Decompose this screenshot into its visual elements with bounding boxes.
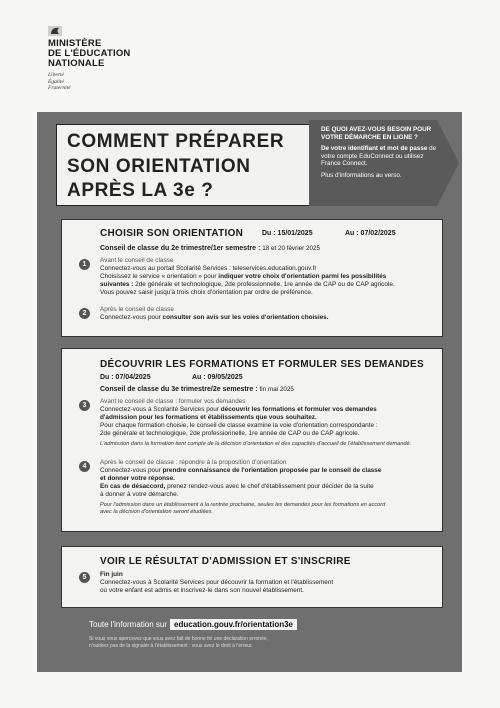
title-line-1: COMMENT PRÉPARER <box>67 131 285 152</box>
step-2-text: Après le conseil de classe Connectez-vous pour consulter son avis sur les voies d'orientation choisies. <box>100 306 329 321</box>
footer-note: Si vous vous apercevez que vous avez fait de bonne foi une déclaration erronée, n'oubliez pas de la signaler à l'établissement : vous avez le droit à l'erreur. <box>89 636 269 649</box>
step-2-badge: 2 <box>79 308 90 319</box>
page-title <box>56 124 310 206</box>
section-admission-result <box>61 546 443 608</box>
step-5-text: Fin juin Connectez-vous à Scolarité Services pour découvrir la formation et l'établissement où votre enfant est admis et inscrivez-le dans son nouvel établissement. <box>100 571 334 594</box>
requirements-question: DE QUOI AVEZ-VOUS BESOIN POUR VOTRE DÉMARCHE EN LIGNE ? <box>321 126 432 141</box>
section-1-end-date: Au : 07/02/2025 <box>345 230 396 237</box>
title-line-2: SON ORIENTATION <box>67 156 251 177</box>
requirements-callout <box>309 120 459 206</box>
step-5-badge: 5 <box>79 572 90 583</box>
section-2-council: Conseil de classe du 3e trimestre/2e semestre : fin mai 2025 <box>100 386 294 393</box>
requirements-more-info: Plus d'informations au verso. <box>321 171 402 179</box>
footer-info: Toute l'information sur education.gouv.fr/orientation3e <box>89 619 297 630</box>
orientation-link[interactable]: education.gouv.fr/orientation3e <box>170 619 297 630</box>
section-discover-formations <box>61 348 443 532</box>
republic-motto: Liberté Égalité Fraternité <box>48 72 71 91</box>
step-4-badge: 4 <box>79 461 90 472</box>
section-2-end-date: Au : 09/05/2025 <box>192 374 243 381</box>
step-3-text: Avant le conseil de classe : formuler vos demandes Connectez-vous à Scolarité Services pour découvrir les formations et formuler vos demandes d'admission pour les formations et établissements que vous souhaitez. Pour chaque formation choisie, le conseil de classe examine la voie d'orientation correspondante : 2de générale et technologique, 2de professionnelle, 1re année de CAP ou de CAP agricole. L'admission dans la formation tient compte de la décision d'orientation et des capacités d'accueil de l'établissement demandé. <box>100 398 412 447</box>
step-1-text: Avant le conseil de classe Connectez-vous au portail Scolarité Services : teleservices.education.gouv.fr Choisissez le service « orientation » pour indiquer votre choix d'orientation parmi les possibilités suivantes : 2de générale et technologique, 2de professionnelle, 1re année de CAP ou de CAP agricole. Vous pouvez saisir jusqu'à trois choix d'orientation par ordre de préférence. <box>100 257 395 296</box>
step-1-badge: 1 <box>79 259 90 270</box>
section-3-title: VOIR LE RÉSULTAT D'ADMISSION ET S'INSCRIRE <box>100 556 351 567</box>
marianne-logo-icon <box>48 26 62 36</box>
step-3-badge: 3 <box>79 400 90 411</box>
title-line-3: APRÈS LA 3e ? <box>67 180 214 201</box>
section-2-start-date: Du : 07/04/2025 <box>100 374 151 381</box>
section-1-start-date: Du : 15/01/2025 <box>262 230 313 237</box>
section-1-council: Conseil de classe du 2e trimestre/1er semestre : 18 et 20 février 2025 <box>100 245 321 252</box>
section-2-title: DÉCOUVRIR LES FORMATIONS ET FORMULER SES DEMANDES <box>100 359 424 370</box>
ministry-name: MINISTÈRE DE L'ÉDUCATION NATIONALE <box>48 38 131 69</box>
ministry-header <box>48 26 130 92</box>
section-choose-orientation <box>61 219 443 337</box>
step-4-text: Après le conseil de classe : répondre à la proposition d'orientation Connectez-vous pour prendre connaissance de l'orientation proposée par le conseil de classe et donner votre réponse. En cas de désaccord, prenez rendez-vous avec le chef d'établissement pour décider de la suite à donner à votre démarche. Pour l'admission dans un établissement à la rentrée prochaine, seules les demandes pour les formations en accord avec la décision d'orientation seront étudiées. <box>100 459 386 515</box>
requirements-credentials: De votre identifiant et mot de passe de votre compte EduConnect ou utilisez France Connect. <box>321 145 437 168</box>
section-1-title: CHOISIR SON ORIENTATION <box>100 228 244 239</box>
